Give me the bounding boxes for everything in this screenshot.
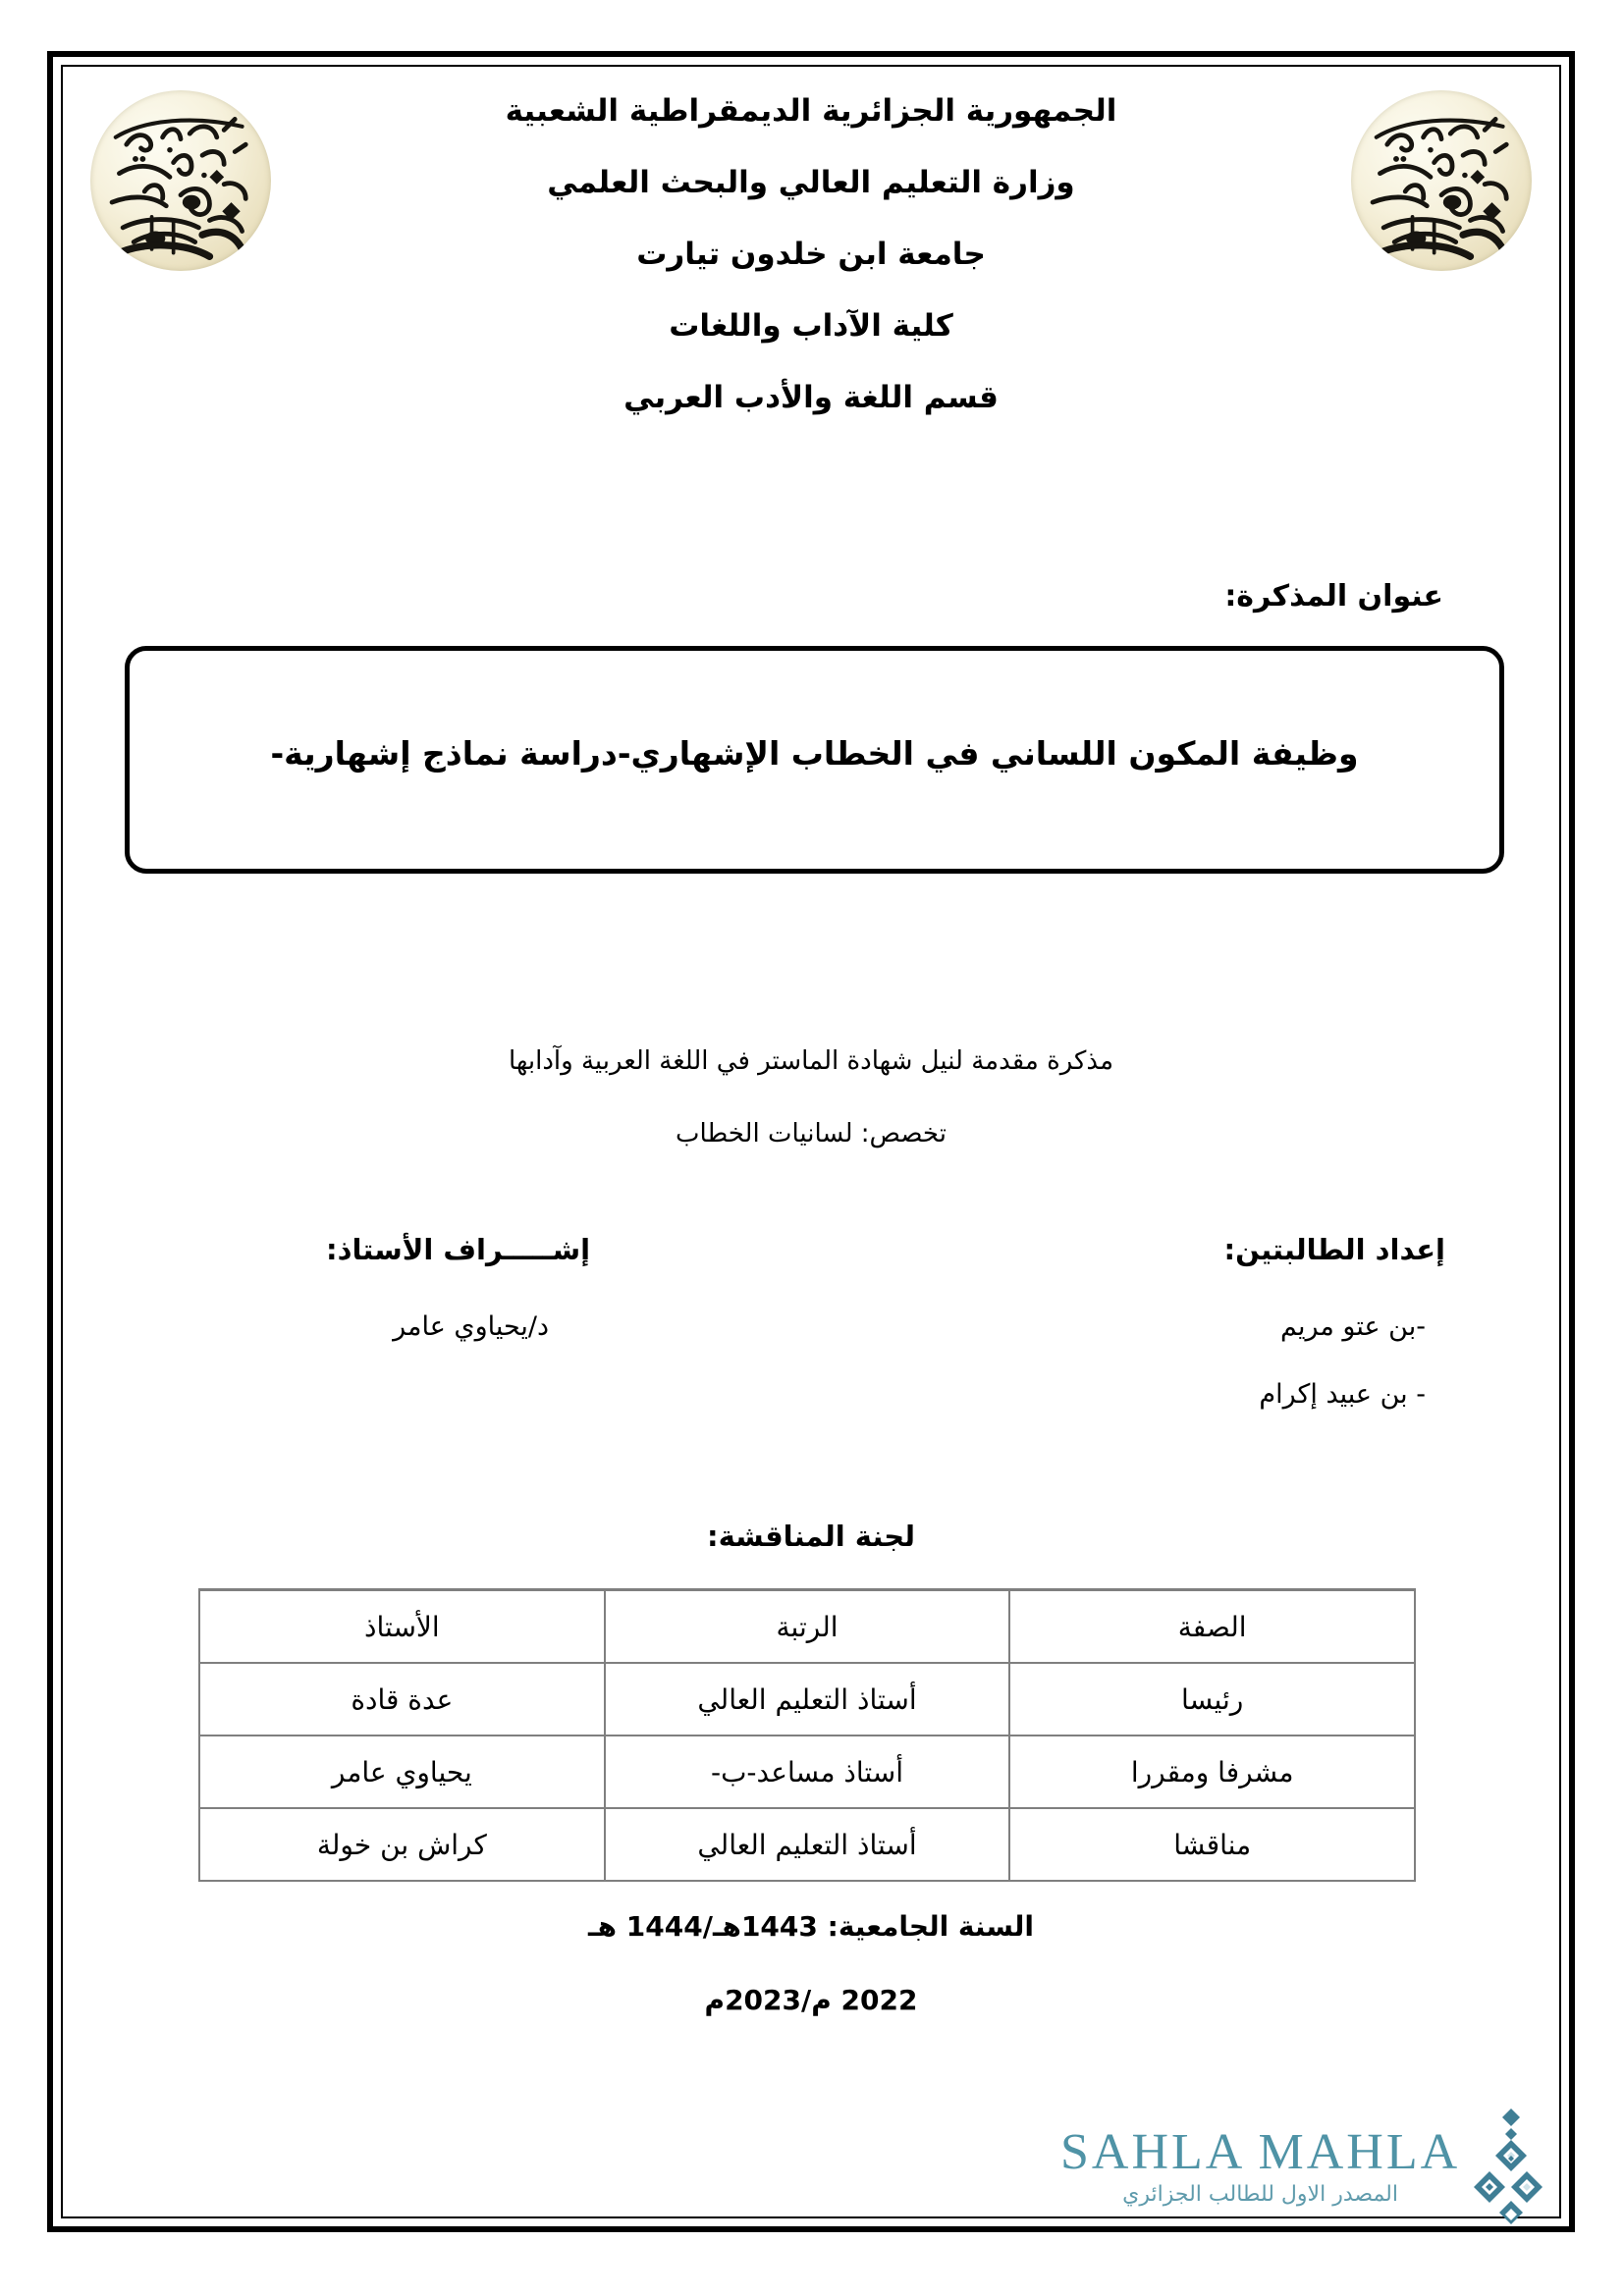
jury-heading: لجنة المناقشة:	[707, 1520, 915, 1553]
supervisor-column	[326, 1233, 590, 1379]
degree-line-speciality: تخصص: لسانيات الخطاب	[676, 1119, 947, 1148]
amazigh-diamond-mark-icon	[1466, 2107, 1556, 2226]
memo-title-label: عنوان المذكرة:	[1224, 579, 1443, 614]
column-header-role: الصفة	[1009, 1590, 1415, 1664]
header-line-faculty: كلية الآداب واللغات	[669, 308, 953, 344]
cell-rank: أستاذ التعليم العالي	[605, 1663, 1010, 1735]
cell-role: مشرفا ومقررا	[1009, 1735, 1415, 1808]
academic-year-hijri: السنة الجامعية: 1443هـ/1444 هـ	[588, 1910, 1034, 1943]
students-column	[1224, 1233, 1446, 1447]
cell-role: مناقشا	[1009, 1808, 1415, 1881]
cell-rank: أستاذ التعليم العالي	[605, 1808, 1010, 1881]
cell-name: يحياوي عامر	[199, 1735, 605, 1808]
header-line-country: الجمهورية الجزائرية الديمقراطية الشعبية	[505, 93, 1117, 129]
column-header-name: الأستاذ	[199, 1590, 605, 1664]
supervisor-heading: إشـــــراف الأستاذ:	[326, 1233, 591, 1266]
thesis-title-box	[125, 646, 1504, 874]
column-header-rank: الرتبة	[605, 1590, 1010, 1664]
header-line-university: جامعة ابن خلدون تيارت	[636, 237, 986, 272]
academic-year-gregorian: 2022 م/2023م	[704, 1984, 918, 2016]
watermark-tagline: المصدر الاول للطالب الجزائري	[1122, 2181, 1398, 2207]
university-seal-left-icon	[90, 90, 271, 271]
jury-table	[198, 1588, 1416, 1882]
university-seal-right-icon	[1351, 90, 1532, 271]
cell-name: عدة قادة	[199, 1663, 605, 1735]
table-header-row	[199, 1590, 1415, 1664]
header-line-department: قسم اللغة والأدب العربي	[623, 380, 999, 415]
watermark-brand: SAHLA MAHLA	[1060, 2123, 1461, 2180]
students-heading: إعداد الطالبتين:	[1223, 1233, 1445, 1266]
page-content	[61, 65, 1561, 2218]
watermark-text-group	[1060, 2123, 1461, 2207]
thesis-title: وظيفة المكون اللساني في الخطاب الإشهاري-دراسة نماذج إشهارية-	[270, 733, 1359, 773]
cell-rank: أستاذ مساعد-ب-	[605, 1735, 1010, 1808]
student-name: -بن عتو مريم	[1279, 1311, 1426, 1342]
table-row	[199, 1663, 1415, 1735]
student-name: - بن عبيد إكرام	[1259, 1379, 1426, 1410]
supervisor-name: د/يحياوي عامر	[393, 1311, 550, 1342]
degree-line-primary: مذكرة مقدمة لنيل شهادة الماستر في اللغة العربية وآدابها	[508, 1046, 1113, 1076]
academic-year	[61, 1910, 1561, 2057]
cell-role: رئيسا	[1009, 1663, 1415, 1735]
table-row	[199, 1808, 1415, 1881]
authors-and-supervisor	[61, 1233, 1561, 1488]
degree-statement	[61, 1046, 1561, 1192]
header-line-ministry: وزارة التعليم العالي والبحث العلمي	[547, 165, 1075, 200]
table-row	[199, 1735, 1415, 1808]
sahla-mahla-watermark	[1060, 2093, 1610, 2240]
institution-header	[306, 93, 1316, 454]
cell-name: كراش بن خولة	[199, 1808, 605, 1881]
